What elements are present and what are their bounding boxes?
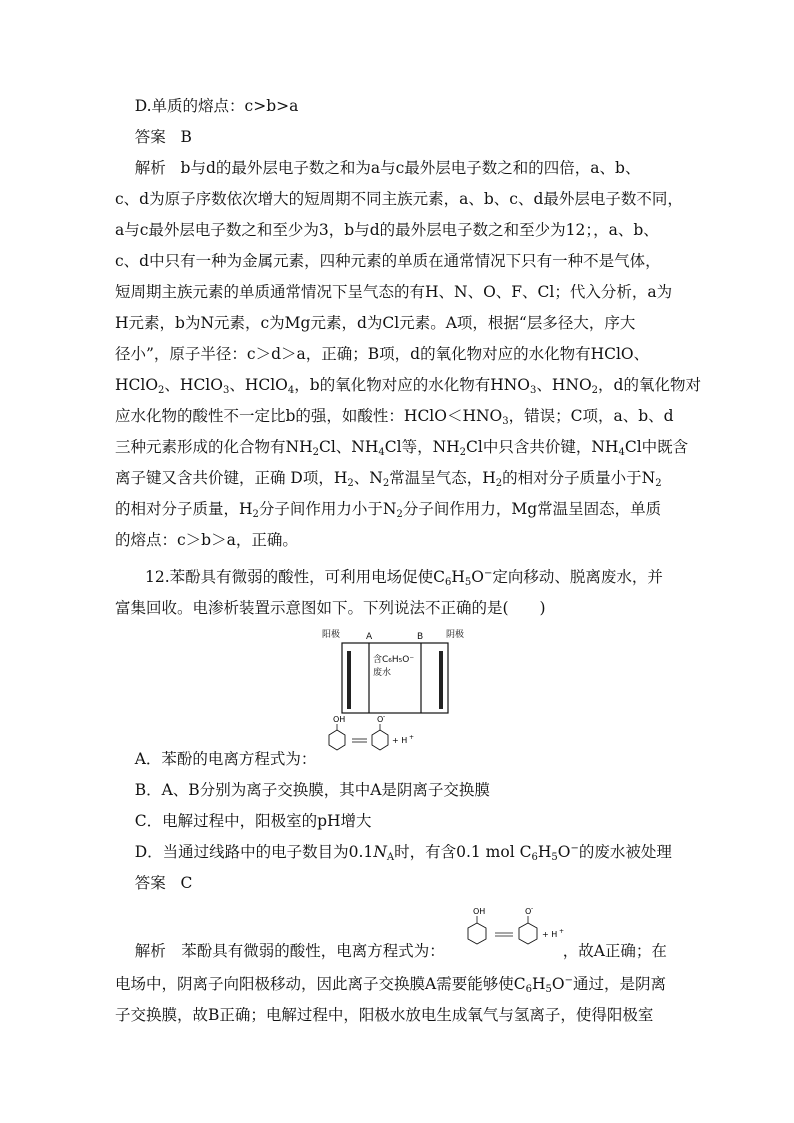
- phenoxide-ring-icon-2: [519, 923, 537, 944]
- anode-electrode: [347, 651, 351, 709]
- membrane-a-label: A: [366, 632, 373, 642]
- electrolysis-cell: [342, 643, 448, 713]
- analysis-line-11: 离子键又含共价键，正确 D项，$H_2$、$N_2$常温呈气态，$H_2$的相对分子质量小于$N_2$: [115, 469, 662, 489]
- option-c: C．电解过程中，阳极室的pH增大: [134, 812, 372, 830]
- svg-text:OH: OH: [473, 907, 486, 916]
- svg-text:O: O: [525, 907, 532, 916]
- analysis-line-12: 的相对分子质量，$H_2$分子间作用力小于$N_2$分子间作用力，Mg常温呈固态，单质: [115, 500, 662, 520]
- option-a: A．苯酚的电离方程式为：: [134, 750, 317, 768]
- analysis-12-line-3: 子交换膜，故B正确；电解过程中，阳极水放电生成氧气与氢离子，使得阳极室: [115, 1006, 654, 1024]
- benzene-ring-icon: [329, 730, 345, 750]
- svg-text:+ H: + H: [542, 930, 558, 939]
- phenol-ionization-equation-a: [325, 712, 415, 762]
- analysis-line-9: 应水化物的酸性不一定比b的强，如酸性：$HClO<HNO_3$，错误；C项，a、b、d: [115, 407, 674, 427]
- analysis-line-7: 径小”，原子半径：c＞d＞a，正确；B项，d的氧化物对应的水化物有HClO、: [115, 345, 650, 363]
- cathode-electrode: [439, 651, 443, 709]
- analysis-line-2: c、d为原子序数依次增大的短周期不同主族元素，a、b、c、d最外层电子数不同，: [115, 190, 683, 208]
- membrane-b-label: B: [417, 632, 424, 642]
- option-d: D．当通过线路中的电子数目为$0.1N_A$时，有含0.1 mol $C_6H_5O^-$的废水被处理: [134, 843, 672, 863]
- analysis-12-line-1: 解析 苯酚具有微弱的酸性，电离方程式为： ，故A正确；在: [134, 942, 667, 960]
- analysis-line-3: a与c最外层电子数之和至少为3，b与d的最外层电子数之和至少为12；，a、b、: [115, 221, 659, 239]
- analysis-line-8: HClO$_2$、HClO$_3$、HClO$_4$，b的氧化物对应的水化物有$HNO_3$、$HNO_2$，d的氧化物对: [115, 376, 701, 396]
- question-12-stem-2: 富集回收。电渗析装置示意图如下。下列说法不正确的是( ): [115, 599, 546, 617]
- svg-text:+: +: [559, 928, 565, 935]
- anode-label: 阳极: [322, 630, 341, 640]
- phenol-ionization-equation-b: [465, 904, 575, 960]
- analysis-line-4: c、d中只有一种为金属元素，四种元素的单质在通常情况下只有一种不是气体，: [115, 252, 661, 270]
- question-12-stem-1: 12.苯酚具有微弱的酸性，可利用电场促使$C_6H_5O^-$定向移动、脱离废水，并: [145, 568, 663, 588]
- electrodialysis-diagram: [320, 625, 470, 725]
- benzene-ring-icon-2: [468, 923, 486, 944]
- answer-line: 答案 B: [134, 128, 192, 146]
- analysis-12-line-2: 电场中，阴离子向阳极移动，因此离子交换膜A需要能够使$C_6H_5O^-$通过，是阴离: [115, 975, 666, 995]
- cathode-label: 阴极: [446, 630, 465, 640]
- option-d-line: D.单质的熔点：c>b>a: [134, 97, 299, 115]
- phenoxide-ring-icon: [372, 730, 388, 750]
- svg-text:+ H: + H: [392, 736, 408, 745]
- svg-text:+: +: [409, 734, 415, 741]
- analysis-line-10: 三种元素形成的化合物有$NH_2Cl$、$NH_4Cl$等，$NH_2Cl$中只含共价键，$NH_4Cl$中既含: [115, 438, 689, 458]
- analysis-line-5: 短周期主族元素的单质通常情况下呈气态的有H、N、O、F、Cl；代入分析，a为: [115, 283, 673, 301]
- analysis-line-6: H元素，b为N元素，c为Mg元素，d为Cl元素。A项，根据“层多径大，序大: [115, 314, 636, 332]
- svg-text:OH: OH: [333, 715, 346, 724]
- svg-text:-: -: [383, 713, 386, 720]
- wastewater-label-2: 废水: [373, 668, 392, 678]
- analysis-line-13: 的熔点：c＞b＞a，正确。: [115, 531, 298, 549]
- option-b: B．A、B分别为离子交换膜，其中A是阴离子交换膜: [134, 781, 490, 799]
- analysis-line-1: 解析 b与d的最外层电子数之和为a与c最外层电子数之和的四倍，a、b、: [134, 159, 641, 177]
- wastewater-label-1: 含C₆H₅O⁻: [373, 655, 415, 665]
- svg-text:-: -: [531, 905, 534, 912]
- svg-text:O: O: [377, 715, 384, 724]
- answer-12: 答案 C: [134, 874, 193, 892]
